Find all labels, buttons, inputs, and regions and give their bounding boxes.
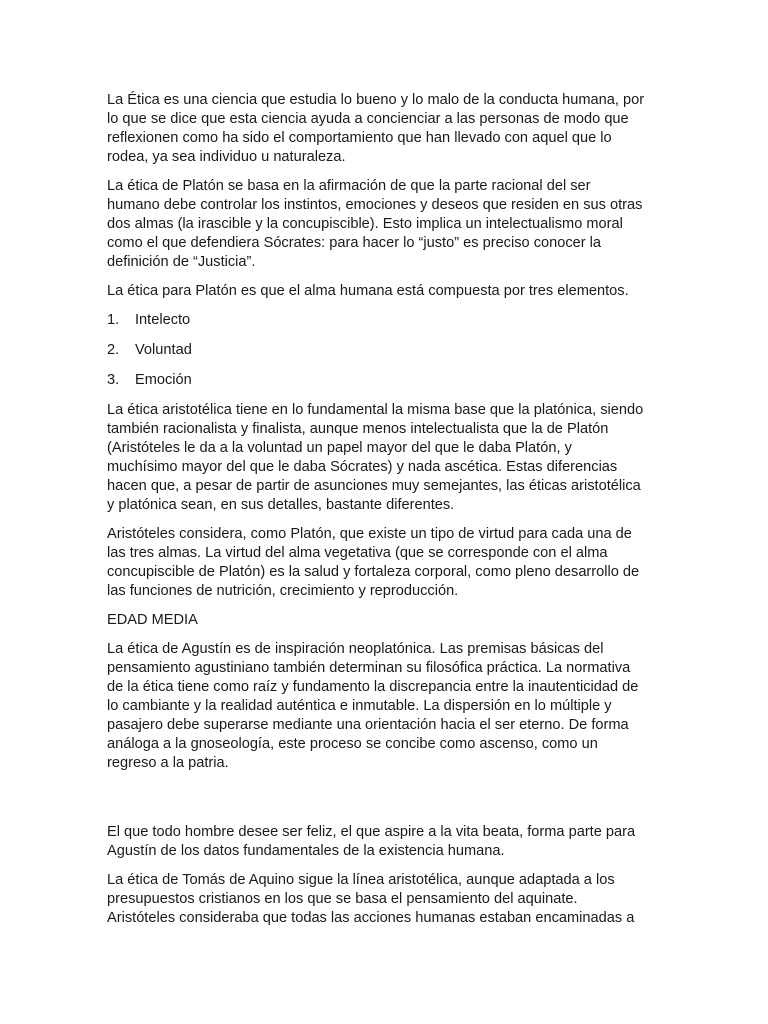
- paragraph-tomas-de-aquino: La ética de Tomás de Aquino sigue la línea aristotélica, aunque adaptada a los presupuestos cristianos en los que se basa el pensamiento del aquinate. Aristóteles consideraba que todas las acciones humanas estaban encaminadas a: [107, 872, 635, 926]
- list-item-text: Voluntad: [135, 342, 192, 358]
- list-item: [107, 311, 667, 330]
- list-item-text: Emoción: [135, 372, 192, 388]
- list-item-text: Intelecto: [135, 312, 191, 328]
- paragraph-etica-platon: La ética de Platón se basa en la afirmación de que la parte racional del ser humano debe controlar los instintos, emociones y deseos que residen en sus otras dos almas (la irascible y la concupiscible). Esto implica un intelectualismo moral como el que defendiera Sócrates: para hacer lo “justo” es preciso conocer la definición de “Justicia”.: [107, 178, 643, 270]
- document-page: [107, 91, 667, 938]
- paragraph-alma-tres-elementos: La ética para Platón es que el alma humana está compuesta por tres elementos.: [107, 283, 629, 299]
- list-item-number: 3.: [107, 372, 120, 388]
- list-item: [107, 371, 667, 390]
- blank-spacer: [107, 783, 667, 823]
- paragraph-etica-definicion: La Ética es una ciencia que estudia lo bueno y lo malo de la conducta humana, por lo que se dice que esta ciencia ayuda a concienciar a las personas de modo que reflexionen como ha sido el comportamiento que han llevado con aquel que lo rodea, ya sea individuo u naturaleza.: [107, 92, 645, 165]
- list-item-number: 2.: [107, 342, 120, 358]
- section-heading-edad-media: EDAD MEDIA: [107, 612, 198, 628]
- paragraph-vita-beata: El que todo hombre desee ser feliz, el que aspire a la vita beata, forma parte para Agustín de los datos fundamentales de la existencia humana.: [107, 824, 636, 859]
- list-item: [107, 341, 667, 360]
- list-item-number: 1.: [107, 312, 120, 328]
- paragraph-etica-aristotelica: La ética aristotélica tiene en lo fundamental la misma base que la platónica, siendo también racionalista y finalista, aunque menos intelectualista que la de Platón (Aristóteles le da a la voluntad un papel mayor del que le daba Platón, y muchísimo mayor del que le daba Sócrates) y nada ascética. Estas diferencias hacen que, a pesar de partir de asunciones muy semejantes, las éticas aristotélica y platónica sean, en sus detalles, bastante diferentes.: [107, 402, 644, 513]
- paragraph-etica-agustin: La ética de Agustín es de inspiración neoplatónica. Las premisas básicas del pensamiento agustiniano también determinan su filosófica práctica. La normativa de la ética tiene como raíz y fundamento la discrepancia entre la inautenticidad de lo cambiante y la realidad auténtica e inmutable. La dispersión en lo múltiple y pasajero debe superarse mediante una orientación hacia el ser eterno. De forma análoga a la gnoseología, este proceso se concibe como ascenso, como un regreso a la patria.: [107, 641, 639, 771]
- paragraph-aristoteles-virtud: Aristóteles considera, como Platón, que existe un tipo de virtud para cada una de las tres almas. La virtud del alma vegetativa (que se corresponde con el alma concupiscible de Platón) es la salud y fortaleza corporal, como pleno desarrollo de las funciones de nutrición, crecimiento y reproducción.: [107, 526, 640, 599]
